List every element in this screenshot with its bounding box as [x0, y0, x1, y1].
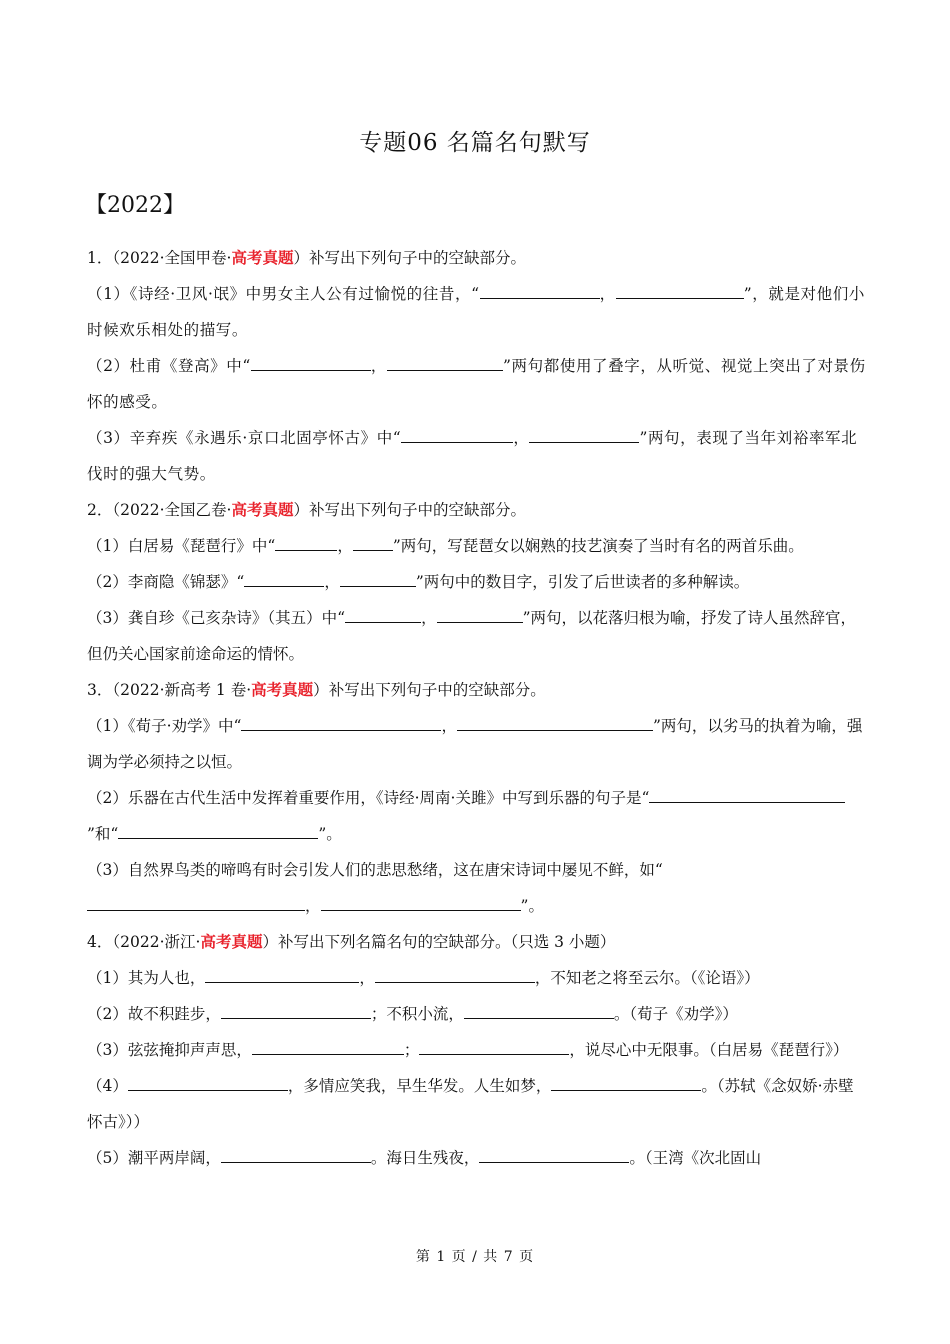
- item-text: ，: [421, 609, 437, 627]
- question-number: 3．: [87, 681, 113, 699]
- exam-tag: 高考真题: [200, 932, 263, 951]
- question-4-item-1: [87, 960, 867, 996]
- question-2-item-1: [87, 528, 867, 564]
- exam-tag: 高考真题: [251, 680, 314, 699]
- item-text: 《荀子·劝学》中“: [127, 717, 242, 735]
- answer-blank[interactable]: [649, 786, 845, 803]
- answer-blank[interactable]: [387, 354, 503, 371]
- answer-blank[interactable]: [551, 1074, 701, 1091]
- question-4-item-4: [87, 1068, 867, 1140]
- answer-blank[interactable]: [205, 966, 359, 983]
- item-text: 弦弦掩抑声声思，: [127, 1041, 252, 1059]
- item-text: ”，就是对他们小时候欢乐相处的描写。: [87, 285, 865, 339]
- answer-blank[interactable]: [221, 1002, 371, 1019]
- item-text: ，: [599, 285, 616, 303]
- item-text: ”两句，表现了当年刘裕率军北伐时的强大气势。: [87, 429, 858, 483]
- question-1-item-1: [87, 276, 867, 348]
- answer-blank[interactable]: [353, 534, 393, 551]
- answer-blank[interactable]: [464, 1002, 614, 1019]
- item-text: ，不知老之将至云尔。（《论语》）: [534, 969, 760, 987]
- item-text: 辛弃疾《永遇乐·京口北固亭怀古》中“: [129, 429, 402, 447]
- answer-blank[interactable]: [529, 426, 639, 443]
- question-2-header: [87, 492, 867, 528]
- item-text: ，: [305, 897, 321, 915]
- page-title: 专题06 名篇名句默写: [359, 130, 591, 156]
- item-label: （2）: [87, 357, 130, 375]
- item-text: ”。: [520, 897, 544, 915]
- answer-blank[interactable]: [616, 282, 744, 299]
- item-label: （1）: [87, 717, 128, 735]
- item-text: ，: [324, 573, 340, 591]
- item-text: ”。: [318, 825, 342, 843]
- item-text: ；不积小流，: [370, 1005, 464, 1023]
- item-text: 《诗经·卫风·氓》中男女主人公有过愉悦的往昔，“: [129, 285, 480, 303]
- question-source: （2022·全国乙卷·: [112, 501, 232, 519]
- item-text: 潮平两岸阔，: [127, 1149, 221, 1167]
- item-label: （2）: [87, 573, 128, 591]
- exam-tag: 高考真题: [231, 500, 294, 519]
- answer-blank[interactable]: [345, 606, 421, 623]
- question-2-item-2: [87, 564, 867, 600]
- item-label: （3）: [87, 1041, 128, 1059]
- item-label: （3）: [87, 861, 128, 879]
- item-label: （4）: [87, 1077, 128, 1095]
- item-label: （1）: [87, 537, 128, 555]
- item-text: 李商隐《锦瑟》“: [127, 573, 245, 591]
- question-1-item-2: [87, 348, 867, 420]
- question-source-close: ）: [262, 933, 278, 951]
- question-source: （2022·新高考 1 卷·: [112, 681, 252, 699]
- answer-blank[interactable]: [419, 1038, 569, 1055]
- answer-blank[interactable]: [252, 1038, 404, 1055]
- item-text: 。（苏轼《念奴娇·赤壁怀古》））: [87, 1077, 854, 1131]
- answer-blank[interactable]: [251, 354, 371, 371]
- question-4-item-5: [87, 1140, 867, 1176]
- answer-blank[interactable]: [437, 606, 523, 623]
- item-label: （1）: [87, 969, 128, 987]
- item-text: ”两句，以花落归根为喻，抒发了诗人虽然辞官，但仍关心国家前途命运的情怀。: [87, 609, 857, 663]
- item-text: ，: [513, 429, 530, 447]
- item-text: 故不积跬步，: [127, 1005, 221, 1023]
- item-text: 其为人也，: [127, 969, 206, 987]
- section-heading-year: 【2022】: [85, 193, 185, 218]
- item-text: ；: [403, 1041, 420, 1059]
- item-text: 白居易《琵琶行》中“: [127, 537, 276, 555]
- question-2-item-3: [87, 600, 867, 672]
- item-label: （2）: [87, 789, 128, 807]
- answer-blank[interactable]: [340, 570, 416, 587]
- item-text: 自然界鸟类的啼鸣有时会引发人们的悲思愁绪，这在唐宋诗词中屡见不鲜，如“: [127, 861, 663, 879]
- question-source: （2022·浙江·: [112, 933, 201, 951]
- item-text: ，: [359, 969, 375, 987]
- item-text: ，说尽心中无限事。（白居易《琵琶行》）: [569, 1041, 849, 1059]
- answer-blank[interactable]: [321, 894, 521, 911]
- question-source: （2022·全国甲卷·: [112, 249, 232, 267]
- answer-blank[interactable]: [479, 1146, 629, 1163]
- item-text: 乐器在古代生活中发挥着重要作用，《诗经·周南·关雎》中写到乐器的句子是“: [127, 789, 650, 807]
- answer-blank[interactable]: [118, 822, 318, 839]
- answer-blank[interactable]: [87, 894, 305, 911]
- question-source-close: ）: [293, 501, 309, 519]
- item-text: 。（荀子《劝学》）: [613, 1005, 738, 1023]
- item-text: 。（王湾《次北固山: [629, 1149, 762, 1167]
- item-label: （5）: [87, 1149, 128, 1167]
- question-4-header: [87, 924, 867, 960]
- item-text: ，: [370, 357, 388, 375]
- item-text: ，多情应笑我，早生华发。人生如梦，: [287, 1077, 552, 1095]
- question-4-item-2: [87, 996, 867, 1032]
- item-label: （3）: [87, 609, 128, 627]
- item-label: （1）: [87, 285, 130, 303]
- question-number: 2．: [87, 501, 113, 519]
- question-source-close: ）: [313, 681, 329, 699]
- answer-blank[interactable]: [375, 966, 535, 983]
- item-text: ”两句中的数目字，引发了后世读者的多种解读。: [415, 573, 750, 591]
- answer-blank[interactable]: [244, 570, 324, 587]
- item-text: ”两句，写琵琶女以娴熟的技艺演奏了当时有名的两首乐曲。: [392, 537, 804, 555]
- question-3-item-1: [87, 708, 867, 780]
- item-text: ”两句，以劣马的执着为喻，强调为学必须持之以恒。: [87, 717, 863, 771]
- question-1-item-3: [87, 420, 867, 492]
- item-text: ”和“: [87, 825, 119, 843]
- item-text: 。海日生残夜，: [370, 1149, 480, 1167]
- answer-blank[interactable]: [221, 1146, 371, 1163]
- question-list: [87, 240, 867, 1176]
- item-text: 龚自珍《己亥杂诗》（其五）中“: [127, 609, 346, 627]
- question-3-item-2: [87, 780, 867, 852]
- answer-blank[interactable]: [275, 534, 337, 551]
- item-text: ，: [441, 717, 457, 735]
- question-number: 1．: [87, 249, 113, 267]
- question-prompt: 补写出下列名篇名句的空缺部分。（只选 3 小题）: [277, 933, 616, 951]
- question-1-header: [87, 240, 867, 276]
- question-source-close: ）: [293, 249, 309, 267]
- item-label: （3）: [87, 429, 130, 447]
- answer-blank[interactable]: [457, 714, 653, 731]
- item-text: ，: [337, 537, 353, 555]
- exam-tag: 高考真题: [231, 248, 294, 267]
- question-prompt: 补写出下列句子中的空缺部分。: [308, 501, 526, 519]
- question-3-item-3: [87, 852, 867, 924]
- answer-blank[interactable]: [128, 1074, 288, 1091]
- question-prompt: 补写出下列句子中的空缺部分。: [328, 681, 546, 699]
- answer-blank[interactable]: [480, 282, 600, 299]
- page-footer: 第 1 页 / 共 7 页: [415, 1249, 535, 1265]
- question-number: 4．: [87, 933, 113, 951]
- item-text: 杜甫《登高》中“: [129, 357, 251, 375]
- answer-blank[interactable]: [401, 426, 513, 443]
- question-prompt: 补写出下列句子中的空缺部分。: [308, 249, 526, 267]
- item-label: （2）: [87, 1005, 128, 1023]
- item-text: ”两句都使用了叠字，从听觉、视觉上突出了对景伤怀的感受。: [87, 357, 866, 411]
- question-3-header: [87, 672, 867, 708]
- question-4-item-3: [87, 1032, 867, 1068]
- answer-blank[interactable]: [241, 714, 441, 731]
